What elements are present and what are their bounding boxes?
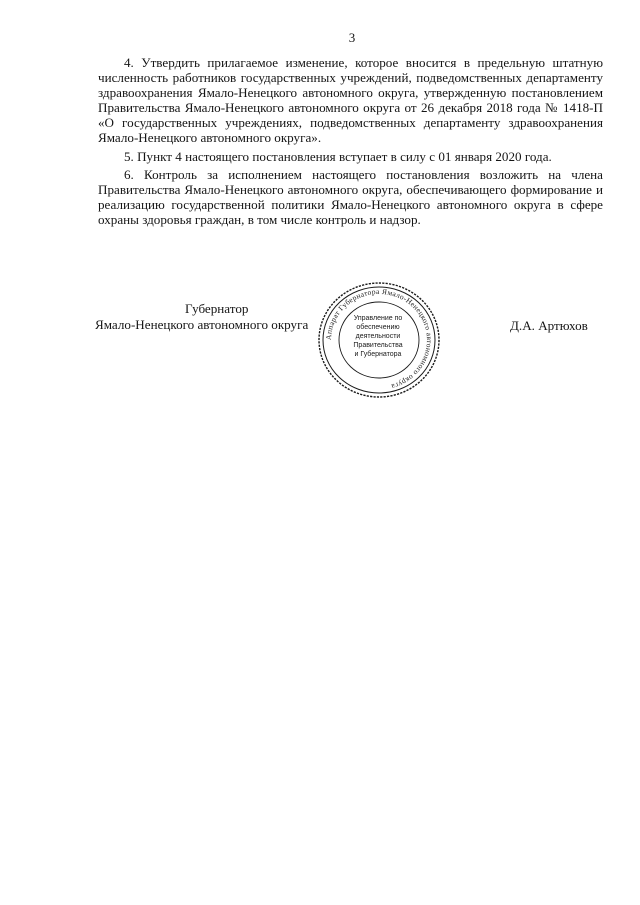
stamp-ring-text: Аппарат Губернатора Ямало-Ненецкого автономного округа bbox=[323, 286, 435, 392]
paragraph-4: 4. Утвердить прилагаемое изменение, которое вносится в предельную штатную численность работников государственных учреждений, подведомственных департаменту здравоохранения Ямало-Ненецкого автономного округа, утвержденную постановлением Правительства Ямало-Ненецкого автономного округа от 26 декабря 2018 года № 1418-П «О государственных учреждениях, подведомственных департаменту здравоохранения Ямало-Ненецкого автономного округа». bbox=[98, 55, 603, 146]
paragraph-5: 5. Пункт 4 настоящего постановления вступает в силу с 01 января 2020 года. bbox=[124, 148, 552, 164]
paragraph-6: 6. Контроль за исполнением настоящего постановления возложить на члена Правительства Ямало-Ненецкого автономного округа, обеспечивающего формирование и реализацию государственной политики Ямало-Ненецкого автономного округа в сфере охраны здоровья граждан, в том числе контроль и надзор. bbox=[98, 166, 603, 227]
official-stamp bbox=[316, 280, 442, 400]
signatory-region: Ямало-Ненецкого автономного округа bbox=[95, 317, 309, 332]
stamp-line-1: Управление по bbox=[353, 315, 403, 322]
page-number: 3 bbox=[348, 30, 356, 45]
signatory-title: Губернатор bbox=[185, 301, 249, 316]
stamp-line-4: Правительства bbox=[353, 342, 403, 349]
document-body bbox=[98, 55, 603, 230]
stamp-line-3: деятельности bbox=[355, 333, 401, 340]
stamp-line-5: и Губернатора bbox=[354, 351, 402, 358]
signatory-name: Д.А. Артюхов bbox=[510, 318, 588, 333]
stamp-line-2: обеспечению bbox=[356, 324, 400, 331]
stamp-seal-graphic bbox=[316, 280, 442, 400]
